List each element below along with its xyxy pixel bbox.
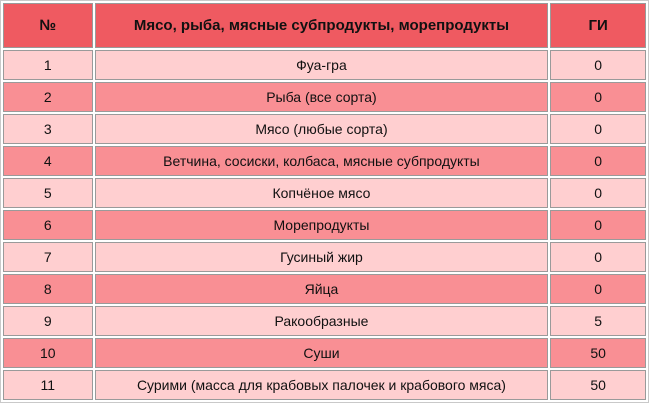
row-product-name: Яйца — [95, 274, 549, 304]
row-product-name: Рыба (все сорта) — [95, 82, 549, 112]
row-number: 5 — [3, 178, 93, 208]
table-row — [3, 242, 646, 272]
row-gi-value: 50 — [550, 370, 646, 400]
row-gi-value: 0 — [550, 242, 646, 272]
table-row — [3, 178, 646, 208]
table-row — [3, 306, 646, 336]
table-row — [3, 50, 646, 80]
row-gi-value: 0 — [550, 50, 646, 80]
row-gi-value: 0 — [550, 146, 646, 176]
row-product-name: Гусиный жир — [95, 242, 549, 272]
table-row — [3, 82, 646, 112]
table-header-row — [3, 3, 646, 48]
row-product-name: Суши — [95, 338, 549, 368]
row-gi-value: 0 — [550, 210, 646, 240]
row-gi-value: 0 — [550, 114, 646, 144]
table-row — [3, 370, 646, 400]
row-product-name: Сурими (масса для крабовых палочек и крабового мяса) — [95, 370, 549, 400]
row-product-name: Ракообразные — [95, 306, 549, 336]
table-row — [3, 338, 646, 368]
row-number: 3 — [3, 114, 93, 144]
row-gi-value: 5 — [550, 306, 646, 336]
row-number: 4 — [3, 146, 93, 176]
row-number: 1 — [3, 50, 93, 80]
row-product-name: Морепродукты — [95, 210, 549, 240]
header-number: № — [3, 3, 93, 48]
row-number: 6 — [3, 210, 93, 240]
table-row — [3, 146, 646, 176]
row-gi-value: 0 — [550, 82, 646, 112]
table-row — [3, 210, 646, 240]
row-number: 9 — [3, 306, 93, 336]
header-category: Мясо, рыба, мясные субпродукты, морепродукты — [95, 3, 549, 48]
table-row — [3, 274, 646, 304]
row-number: 11 — [3, 370, 93, 400]
row-product-name: Фуа-гра — [95, 50, 549, 80]
header-gi: ГИ — [550, 3, 646, 48]
row-number: 10 — [3, 338, 93, 368]
row-product-name: Мясо (любые сорта) — [95, 114, 549, 144]
row-product-name: Ветчина, сосиски, колбаса, мясные субпродукты — [95, 146, 549, 176]
row-number: 7 — [3, 242, 93, 272]
row-gi-value: 50 — [550, 338, 646, 368]
table-row — [3, 114, 646, 144]
row-product-name: Копчёное мясо — [95, 178, 549, 208]
row-gi-value: 0 — [550, 274, 646, 304]
row-number: 8 — [3, 274, 93, 304]
row-gi-value: 0 — [550, 178, 646, 208]
row-number: 2 — [3, 82, 93, 112]
